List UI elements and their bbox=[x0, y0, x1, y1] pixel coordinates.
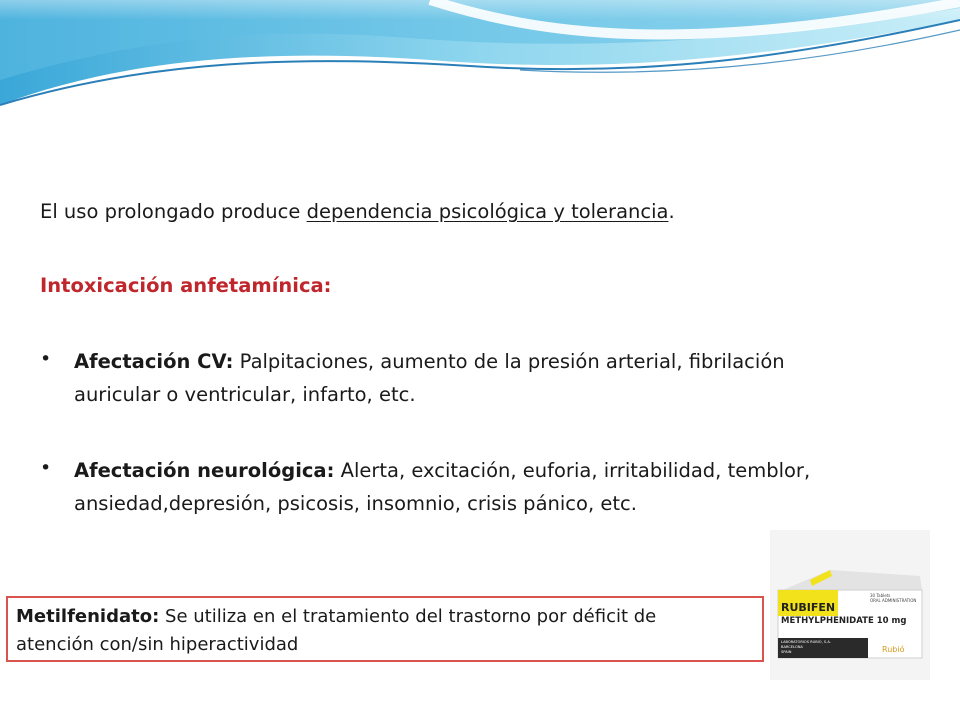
intro-period: . bbox=[668, 200, 675, 223]
metilfenidato-note-box bbox=[6, 596, 764, 662]
bullet-cv-text: Palpitaciones, aumento de la presión arterial, fibrilación bbox=[233, 350, 785, 373]
package-brand: RUBIFEN bbox=[781, 601, 836, 614]
bullet-neuro-text: Alerta, excitación, euforia, irritabilidad, temblor, bbox=[334, 459, 811, 482]
bullet-cv-line1 bbox=[74, 346, 785, 378]
package-city: BARCELONA bbox=[781, 645, 803, 649]
package-maker: LABORATORIOS RUBIÓ, S.A. bbox=[781, 640, 831, 644]
bullet-symbol: • bbox=[40, 457, 52, 479]
section-heading: Intoxicación anfetamínica: bbox=[40, 274, 332, 297]
bullet-cv-label: Afectación CV: bbox=[74, 350, 234, 373]
package-generic: METHYLPHENIDATE 10 mg bbox=[781, 616, 907, 626]
note-label: Metilfenidato: bbox=[16, 606, 160, 627]
rubifen-package-image bbox=[770, 530, 930, 680]
package-small-top2: ORAL ADMINISTRATION bbox=[870, 598, 917, 603]
package-small-top: 30 Tablets bbox=[870, 593, 891, 598]
bullet-cv-line2: auricular o ventricular, infarto, etc. bbox=[74, 383, 416, 406]
package-logo: Rubió bbox=[882, 645, 905, 654]
package-country: SPAIN bbox=[781, 650, 792, 654]
intro-underlined-text: dependencia psicológica y tolerancia bbox=[306, 200, 669, 223]
bullet-symbol: • bbox=[40, 348, 52, 370]
note-line1 bbox=[16, 604, 656, 630]
note-line2: atención con/sin hiperactividad bbox=[16, 634, 299, 655]
intro-sentence bbox=[40, 196, 675, 228]
bullet-neuro-line2: ansiedad,depresión, psicosis, insomnio, crisis pánico, etc. bbox=[74, 492, 637, 515]
note-text: Se utiliza en el tratamiento del trastorno por déficit de bbox=[159, 606, 657, 627]
bullet-neuro-label: Afectación neurológica: bbox=[74, 459, 335, 482]
intro-text: El uso prolongado produce bbox=[40, 200, 307, 223]
bullet-neuro-line1 bbox=[74, 455, 810, 487]
